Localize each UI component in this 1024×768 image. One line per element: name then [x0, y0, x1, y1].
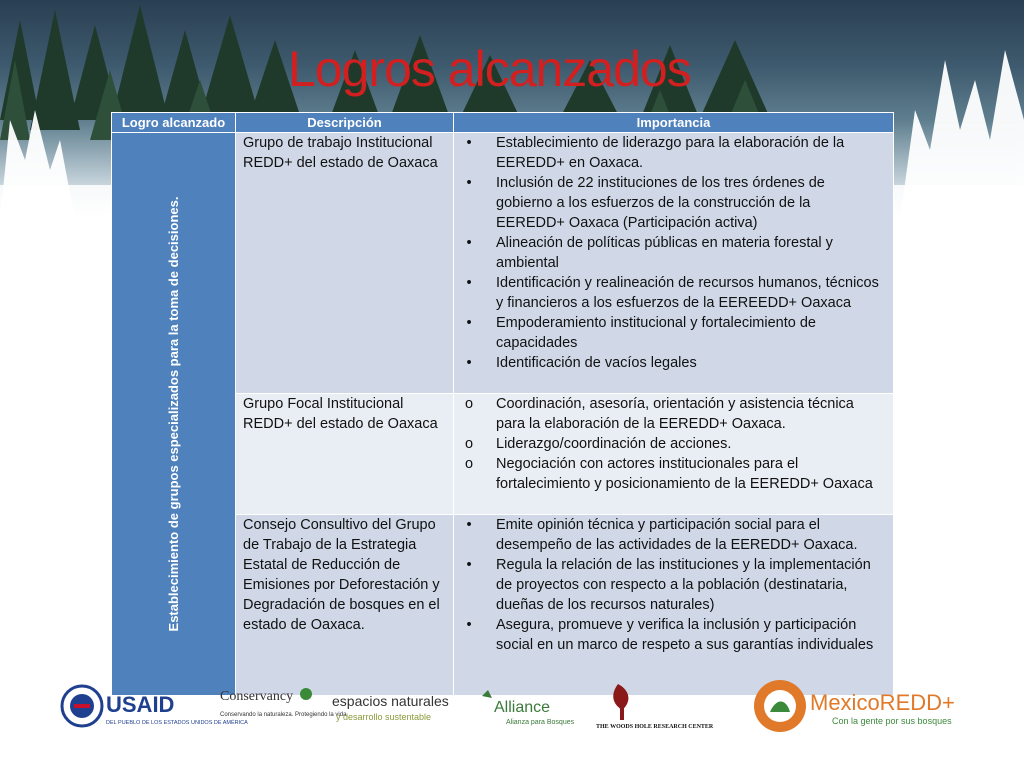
description-text: Consejo Consultivo del Grupo de Trabajo de la Estrategia Estatal de Reducción de Emisiones por Deforestación y Degradación de bosques en el estado de Oaxaca. [243, 517, 440, 633]
circle-bullet-icon: o [464, 396, 474, 412]
description-text: Grupo de trabajo Institucional REDD+ del estado de Oaxaca [243, 135, 438, 171]
list-item: • Alineación de políticas públicas en materia forestal y ambiental [454, 233, 883, 273]
espacios-wordmark: espacios naturales [332, 693, 449, 709]
description-cell [236, 394, 454, 515]
importance-cell [454, 133, 894, 394]
bullet-icon: • [466, 557, 472, 573]
bullet-icon: • [466, 235, 472, 251]
importance-list [454, 515, 893, 655]
bullet-icon: • [466, 175, 472, 191]
bullet-icon: • [466, 135, 472, 151]
list-item: o Liderazgo/coordinación de acciones. [454, 434, 883, 454]
list-item: • Empoderamiento institucional y fortalecimiento de capacidades [454, 313, 883, 353]
alliance-tagline: Alianza para Bosques [506, 719, 575, 726]
woods-hole-logo [592, 682, 714, 738]
espacios-naturales-logo [330, 688, 450, 738]
table [111, 112, 894, 696]
header-importancia: Importancia [454, 113, 894, 133]
achievement-label: Establecimiento de grupos especializados para la toma de decisiones. [165, 196, 181, 632]
header-logro: Logro alcanzado [112, 113, 236, 133]
bullet-icon: • [466, 355, 472, 371]
list-item: • Identificación y realineación de recursos humanos, técnicos y financieros a los esfuerzos de la EEREEDD+ Oaxaca [454, 273, 883, 313]
conservancy-logo [218, 686, 349, 736]
slide-title: Logros alcanzados [288, 41, 691, 97]
espacios-tagline: y desarrollo sustentable [336, 712, 432, 722]
conservancy-wordmark: Conservancy [220, 689, 294, 704]
bullet-icon: • [466, 517, 472, 533]
importance-list [454, 133, 893, 373]
circle-bullet-icon: o [464, 456, 474, 472]
bullet-icon: • [466, 275, 472, 291]
list-item: • Asegura, promueve y verifica la inclusión y participación social en un marco de respeto a sus garantías individuales [454, 615, 883, 655]
list-item: • Inclusión de 22 instituciones de los tres órdenes de gobierno a los esfuerzos de la construcción de la EEREDD+ Oaxaca (Participación activa) [454, 173, 883, 233]
importance-cell [454, 515, 894, 696]
achievements-table [111, 112, 893, 695]
importance-list [454, 394, 893, 494]
usaid-logo [60, 680, 248, 740]
mexico-redd-tagline: Con la gente por sus bosques [832, 716, 952, 726]
table-row [112, 133, 894, 394]
list-item: • Regula la relación de las instituciones y la implementación de proyectos con respecto a la población (destinataria, dueñas de los recursos naturales) [454, 555, 883, 615]
description-text: Grupo Focal Institucional REDD+ del estado de Oaxaca [243, 396, 438, 432]
list-item: • Emite opinión técnica y participación social para el desempeño de las actividades de la EEREDD+ Oaxaca. [454, 515, 883, 555]
woods-hole-wordmark: THE WOODS HOLE RESEARCH CENTER [596, 724, 714, 730]
sponsor-logos-footer [0, 672, 1024, 768]
description-cell [236, 133, 454, 394]
bullet-icon: • [466, 617, 472, 633]
alliance-wordmark: Alliance [494, 699, 551, 716]
merged-achievement-cell [112, 133, 236, 696]
rainforest-alliance-logo [478, 686, 578, 736]
bullet-icon: • [466, 315, 472, 331]
conservancy-tagline: Conservando la naturaleza. Protegiendo la vida. [220, 712, 349, 718]
description-cell [236, 515, 454, 696]
mexico-redd-wordmark: MexicoREDD+ [810, 690, 955, 715]
list-item: o Negociación con actores institucionales para el fortalecimiento y posicionamiento de la EEREDD+ Oaxaca [454, 454, 883, 494]
list-item: o Coordinación, asesoría, orientación y asistencia técnica para la elaboración de la EEREDD+ Oaxaca. [454, 394, 883, 434]
circle-bullet-icon: o [464, 436, 474, 452]
usaid-tagline: DEL PUEBLO DE LOS ESTADOS UNIDOS DE AMÉRICA [106, 720, 248, 726]
importance-cell [454, 394, 894, 515]
table-header-row [112, 113, 894, 133]
list-item: • Establecimiento de liderazgo para la elaboración de la EEREDD+ en Oaxaca. [454, 133, 883, 173]
mexico-redd-logo [748, 678, 968, 738]
list-item: • Identificación de vacíos legales [454, 353, 883, 373]
header-descripcion: Descripción [236, 113, 454, 133]
usaid-wordmark: USAID [106, 692, 175, 717]
